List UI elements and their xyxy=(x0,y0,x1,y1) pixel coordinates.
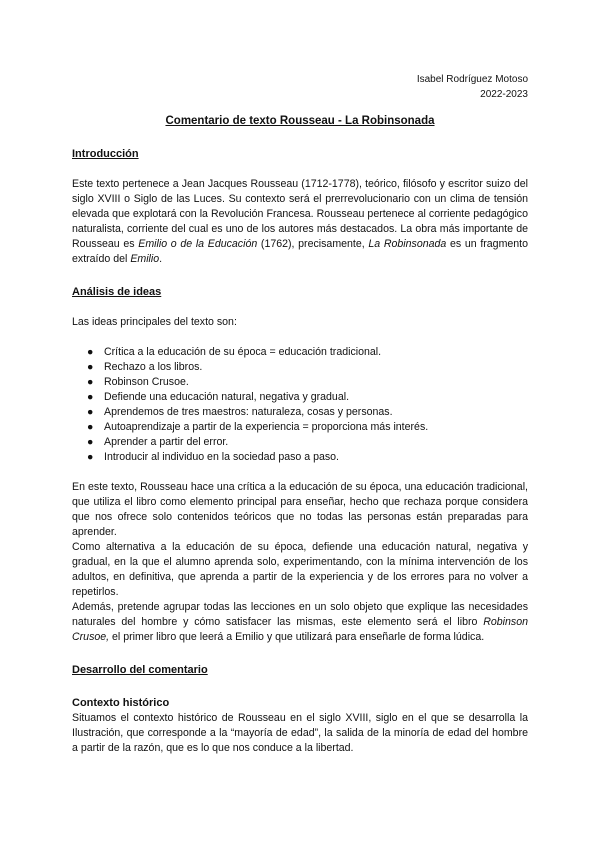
analysis-lead: Las ideas principales del texto son: xyxy=(72,316,237,328)
list-item: ● Crítica a la educación de su época = educación tradicional. xyxy=(87,346,382,358)
academic-year: 2022-2023 xyxy=(480,89,528,100)
bullet-icon: ● xyxy=(87,406,94,418)
bullet-icon: ● xyxy=(87,361,94,373)
bullet-icon: ● xyxy=(87,451,94,463)
analysis-paragraph-1: En este texto, Rousseau hace una crítica a la educación de su época, una educación tradicional, que utiliza el libro como elemento principal para enseñar, hecho que rechaza porque considera que nos ofrece solo contenidos teóricos que no todas las personas están preparadas para aprender. xyxy=(72,481,528,538)
bullet-icon: ● xyxy=(87,421,94,433)
list-item: ● Introducir al individuo en la sociedad paso a paso. xyxy=(87,451,339,463)
analysis-paragraph-2: Como alternativa a la educación de su época, defiende una educación natural, negativa y gradual, en la que el alumno aprenda solo, experimentando, con la mínima intervención de los adultos, en definitiva, que aprenda a partir de la experiencia y de los errores para no volver a repetirlos. xyxy=(72,541,528,598)
bullet-icon: ● xyxy=(87,436,94,448)
context-paragraph: Situamos el contexto histórico de Rousseau en el siglo XVIII, siglo en el que se desarrolla la Ilustración, que corresponde a la “mayoría de edad”, la salida de la minoría de edad del hombre a partir de la razón, que es lo que nos conduce a la libertad. xyxy=(72,712,528,754)
ideas-list xyxy=(72,345,528,465)
context-subheading: Contexto histórico xyxy=(72,697,170,709)
document-header xyxy=(72,72,528,102)
fragment-title: La Robinsonada xyxy=(368,238,447,250)
author-name: Isabel Rodríguez Motoso xyxy=(416,74,528,85)
analysis-paragraph-3: Además, pretende agrupar todas las lecciones en un solo objeto que explique las necesidades naturales del hombre y cómo satisfacer las mismas, este elemento será el libro Robinson Crusoe, el primer libro que leerá a Emilio y que utilizará para enseñarle de forma lúdica. xyxy=(72,601,528,643)
list-item: ● Aprender a partir del error. xyxy=(87,436,229,448)
list-item: ● Aprendemos de tres maestros: naturaleza, cosas y personas. xyxy=(87,406,393,418)
list-item: ● Robinson Crusoe. xyxy=(87,376,189,388)
list-item: ● Defiende una educación natural, negativa y gradual. xyxy=(87,391,350,403)
intro-paragraph: Este texto pertenece a Jean Jacques Rousseau (1712-1778), teórico, filósofo y escritor suizo del siglo XVIII o Siglo de las Luces. Su contexto será el prerrevolucionario con un clima de tensión elevada que explotará con la Revolución Francesa. Rousseau pertenece al corriente pedagógico naturalista, corriente del cual es uno de los autores más destacados. La obra más importante de Rousseau es Emilio o de la Educación (1762), precisamente, La Robinsonada es un fragmento extraído del Emilio. xyxy=(72,178,529,265)
work-title: Emilio o de la Educación xyxy=(138,238,258,250)
bullet-icon: ● xyxy=(87,346,94,358)
development-heading: Desarrollo del comentario xyxy=(72,664,208,676)
document-title: Comentario de texto Rousseau - La Robinsonada xyxy=(165,115,435,127)
list-item: ● Rechazo a los libros. xyxy=(87,361,203,373)
bullet-icon: ● xyxy=(87,376,94,388)
book-title: Robinson Crusoe, xyxy=(72,616,528,643)
intro-heading: Introducción xyxy=(72,148,139,160)
list-item: ● Autoaprendizaje a partir de la experiencia = proporciona más interés. xyxy=(87,421,429,433)
bullet-icon: ● xyxy=(87,391,94,403)
work-title-short: Emilio xyxy=(130,253,160,265)
analysis-heading: Análisis de ideas xyxy=(72,286,162,298)
